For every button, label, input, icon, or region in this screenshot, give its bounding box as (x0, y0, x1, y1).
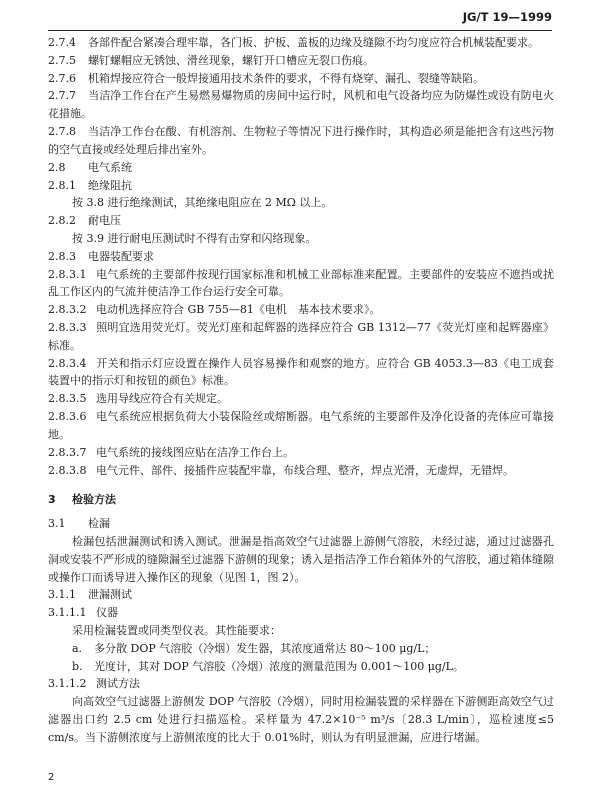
clause-number: 2.7.6 (48, 71, 76, 85)
page-header (48, 8, 552, 31)
section-3-heading (48, 491, 554, 509)
clause-text: 选用导线应符合有关规定。 (96, 392, 228, 406)
clause-number: 2.8.3.3 (48, 321, 87, 334)
clause-number: 3.1 (48, 517, 66, 531)
clause-body: 采用检漏装置或同类型仪表。其性能要求： (72, 624, 281, 637)
clause-text: 各部件配合紧凑合理牢靠，各门板、护板、盖板的边缘及缝隙不均匀度应符合机械装配要求。 (88, 36, 539, 49)
clause-title: 耐电压 (88, 214, 121, 228)
section-2-8 (48, 159, 554, 177)
clause-body: 按 3.9 进行耐电压测试时不得有击穿和闪络现象。 (72, 231, 317, 245)
clause-number: 2.8.3 (48, 249, 76, 263)
clause-2-7-4 (48, 34, 554, 52)
section-number: 3 (48, 493, 56, 507)
clause-number: 2.8.3.5 (48, 392, 87, 406)
clause-2-8-3-2 (48, 301, 554, 319)
clause-3-1-1-2 (48, 675, 554, 746)
section-number: 2.8 (48, 160, 66, 174)
clause-text: 开关和指示灯应设置在操作人员容易操作和观察的地方。应符合 GB 4053.3—83《电工成套装置中的指示灯和按钮的颜色》标准。 (48, 356, 554, 388)
clause-2-7-7 (48, 87, 554, 123)
clause-text: 照明宜选用荧光灯。荧光灯座和起辉器的选择应符合 GB 1312—77《荧光灯座和起辉器座》标准。 (48, 321, 554, 352)
clause-title: 测试方法 (96, 677, 140, 691)
clause-text: 电动机选择应符合 GB 755—81《电机 基本技术要求》。 (96, 303, 381, 317)
clause-2-8-3 (48, 248, 554, 266)
clause-number: 2.8.3.1 (48, 267, 87, 281)
list-marker: a. (72, 641, 83, 655)
clause-number: 2.7.4 (48, 36, 76, 49)
clause-3-1-1-1 (48, 604, 554, 675)
clause-title: 检漏 (88, 517, 110, 531)
clause-text: 当洁净工作台在酸、有机溶剂、生物粒子等情况下进行操作时，其构造必须是能把含有这些污物的空气直接或经处理后排出室外。 (48, 125, 554, 156)
clause-list-2-8-3 (48, 266, 554, 480)
page-number: 2 (48, 772, 55, 783)
section-title: 电气系统 (88, 160, 132, 174)
clause-number: 3.1.1 (48, 588, 76, 602)
document-body (48, 34, 554, 747)
section-title: 检验方法 (72, 493, 116, 507)
clause-number: 2.7.7 (48, 89, 76, 103)
clause-number: 2.8.3.6 (48, 410, 87, 424)
clause-2-7-5 (48, 52, 554, 70)
clause-number: 2.8.3.2 (48, 303, 87, 317)
clause-2-8-3-7 (48, 444, 554, 462)
clause-2-8-1 (48, 177, 554, 213)
list-item (48, 640, 554, 658)
clause-number: 2.8.3.8 (48, 463, 87, 477)
clause-number: 2.8.1 (48, 178, 76, 192)
clause-3-1 (48, 515, 554, 586)
clause-text: 电气系统应根据负荷大小装保险丝或熔断器。电气系统的主要部件及净化设备的壳体应可靠接地。 (48, 410, 554, 441)
clause-3-1-1 (48, 586, 554, 604)
standard-code: JG/T 19—1999 (462, 10, 552, 24)
clause-2-7-8 (48, 123, 554, 159)
clause-text: 电气系统的接线图应贴在洁净工作台上。 (96, 445, 294, 459)
clause-number: 2.7.5 (48, 53, 76, 67)
clause-text: 螺钉螺帽应无锈蚀、滑丝现象，螺钉开口槽应无裂口伤痕。 (88, 53, 374, 67)
clause-text: 电气元件、部件、接插件应装配牢靠，布线合理、整齐，焊点光滑，无虚焊，无错焊。 (96, 463, 514, 477)
clause-2-8-3-3 (48, 319, 554, 355)
clause-text: 电气系统的主要部件按现行国家标准和机械工业部标准来配置。主要部件的安装应不遮挡或扰乱工作区内的气流并使洁净工作台运行安全可靠。 (48, 267, 554, 299)
clause-title: 电器装配要求 (88, 249, 154, 263)
clause-title: 绝缘阻抗 (88, 178, 132, 192)
list-text: 多分散 DOP 气溶胶（冷烟）发生器，其浓度通常达 80～100 μg/L； (94, 641, 436, 655)
clause-2-7-6 (48, 70, 554, 88)
clause-body: 向高效空气过滤器上游侧发 DOP 气溶胶（冷烟），同时用检漏装置的采样器在下游侧距高效空气过滤器出口约 2.5 cm 处进行扫描巡检。采样量为 47.2×10⁻⁵ m³/s〔28.3 L/min〕，巡检速度≤5 cm/s。当下游侧浓度与上游侧浓度的比大于 0.01%时，则认为有明显泄漏，应进行堵漏。 (48, 695, 554, 744)
clause-number: 2.8.2 (48, 214, 76, 228)
list-text: 光度计，其对 DOP 气溶胶（冷烟）浓度的测量范围为 0.001～100 μg/L。 (94, 659, 464, 673)
clause-text: 当洁净工作台在产生易燃易爆物质的房间中运行时，风机和电气设备均应为防爆性或设有防电火花措施。 (48, 89, 554, 121)
clause-text: 机箱焊接应符合一般焊接通用技术条件的要求，不得有烧穿、漏孔、裂缝等缺陷。 (88, 71, 484, 85)
clause-2-8-2 (48, 212, 554, 248)
clause-2-8-3-5 (48, 390, 554, 408)
clause-2-8-3-4 (48, 355, 554, 391)
clause-title: 泄漏测试 (88, 588, 132, 602)
clause-2-8-3-6 (48, 408, 554, 444)
clause-2-8-3-1 (48, 266, 554, 302)
clause-body: 按 3.8 进行绝缘测试，其绝缘电阻应在 2 MΩ 以上。 (72, 196, 333, 210)
clause-body: 检漏包括泄漏测试和诱入测试。泄漏是指高效空气过滤器上游侧气溶胶，未经过滤，通过过滤器孔洞或安装不严形成的缝隙漏至过滤器下游侧的现象；诱入是指洁净工作台箱体外的气溶胶，通过箱体缝隙或操作口而诱导进入操作区的现象（见图 1，图 2）。 (48, 534, 554, 584)
clause-number: 3.1.1.2 (48, 677, 87, 691)
list-item (48, 658, 554, 676)
clause-list-2-7 (48, 34, 554, 159)
clause-number: 2.7.8 (48, 125, 76, 139)
clause-number: 2.8.3.4 (48, 356, 87, 370)
list-marker: b. (72, 659, 83, 673)
clause-number: 2.8.3.7 (48, 445, 87, 459)
clause-number: 3.1.1.1 (48, 606, 87, 620)
clause-2-8-3-8 (48, 462, 554, 480)
clause-title: 仪器 (96, 606, 118, 620)
